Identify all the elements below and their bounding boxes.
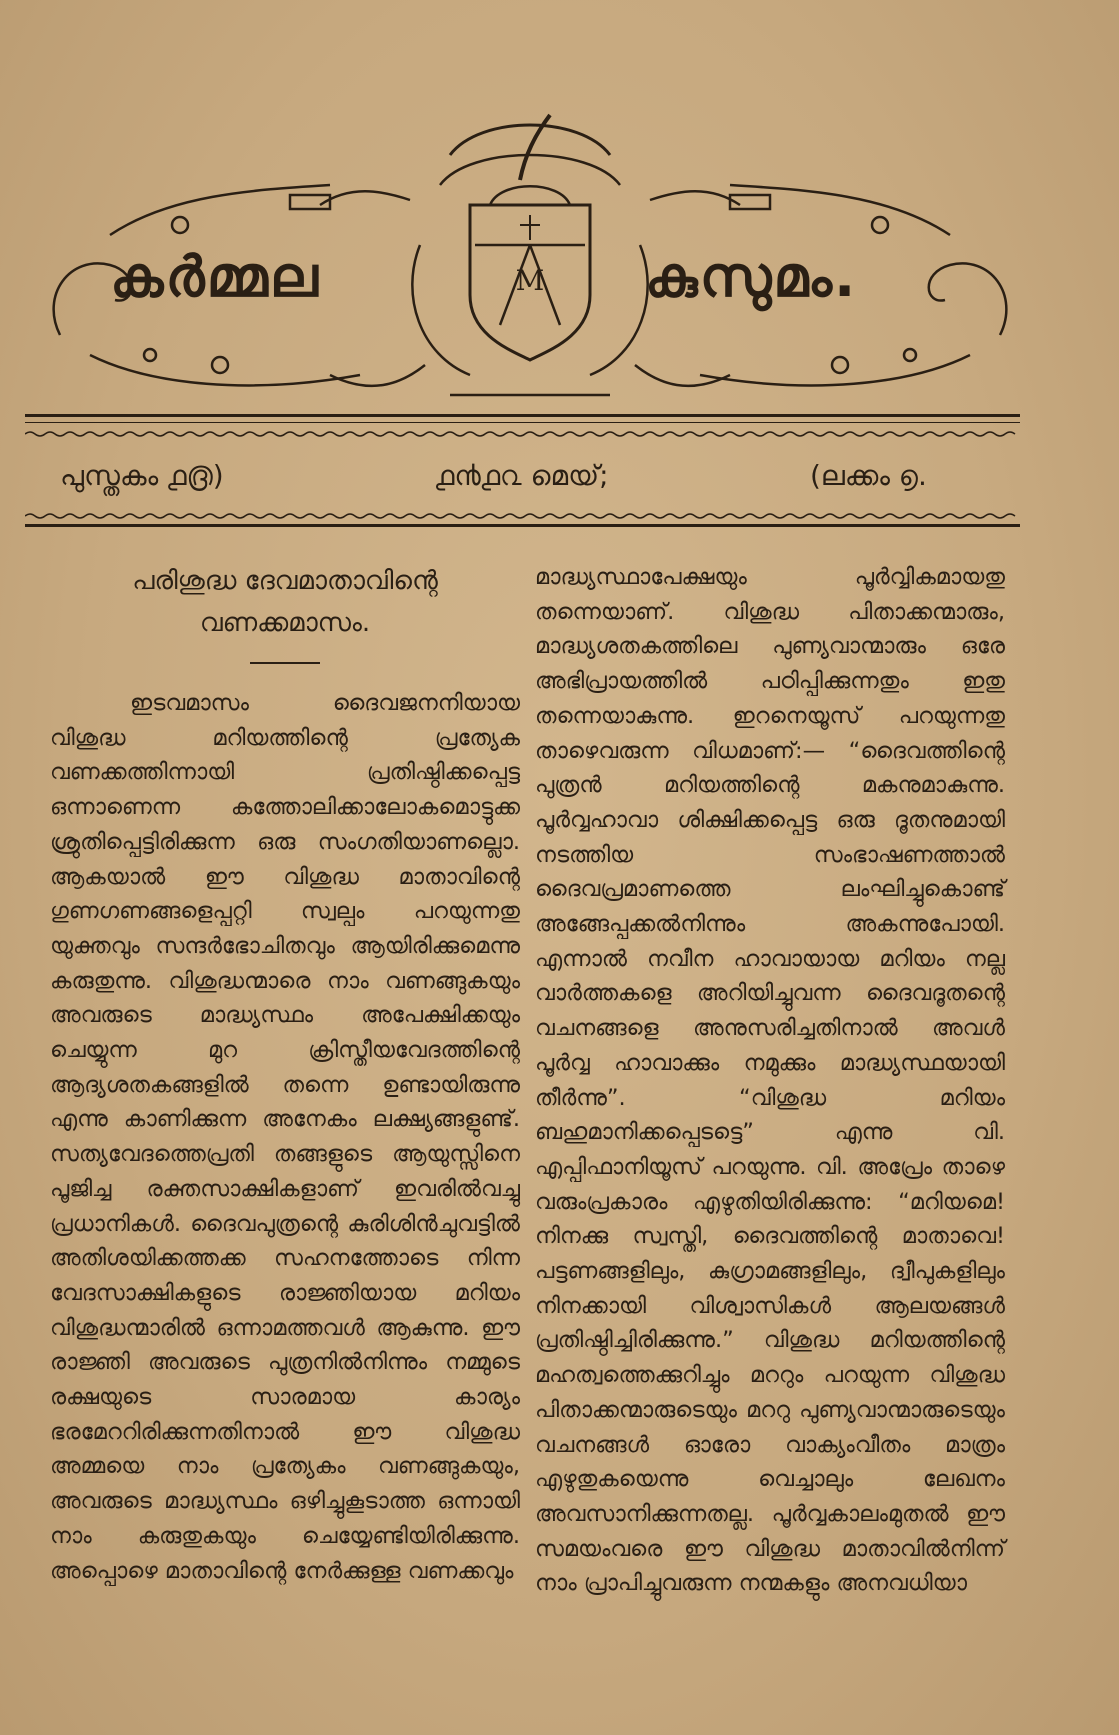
article-column-left — [50, 560, 520, 1588]
article-body-left: ഇടവമാസം ദൈവജനനിയായ വിശുദ്ധ മറിയത്തിന്റെ പ്രത്യേക വണക്കത്തിന്നായി പ്രതിഷ്ഠിക്കപ്പെട്ട ഒന്നാണെന്ന കത്തോലിക്കാലോകമൊട്ടുക്ക ശ്രുതിപ്പെട്ടിരിക്കുന്ന ഒരു സംഗതിയാണല്ലൊ. ആകയാൽ ഈ വിശുദ്ധ മാതാവിന്റെ ഗുണഗണങ്ങളെപ്പറ്റി സ്വല്പം പറയുന്നതു യുക്തവും സന്ദർഭോചിതവും ആയിരിക്കുമെന്നു കരുതുന്നു. വിശുദ്ധന്മാരെ നാം വണങ്ങുകയും അവരുടെ മാദ്ധ്യസ്ഥം അപേക്ഷിക്കയും ചെയ്യുന്ന മുറ ക്രിസ്തീയവേദത്തിന്റെ ആദ്യശതകങ്ങളിൽ തന്നെ ഉണ്ടായിരുന്നു എന്നു കാണിക്കുന്ന അനേകം ലക്ഷ്യങ്ങളുണ്ട്. സത്യവേദത്തെപ്രതി തങ്ങളുടെ ആയുസ്സിനെ പൂജിച്ച രക്തസാക്ഷികളാണ് ഇവരിൽവച്ചു പ്രധാനികൾ. ദൈവപുത്രന്റെ കുരിശിൻചുവട്ടിൽ അതിശയിക്കത്തക്ക സഹനത്തോടെ നിന്ന വേദസാക്ഷികളുടെ രാജ്ഞിയായ മറിയം വിശുദ്ധന്മാരിൽ ഒന്നാമത്തവൾ ആകുന്നു. ഈ രാജ്ഞി അവരുടെ പുത്രനിൽനിന്നും നമ്മുടെ രക്ഷയുടെ സാരമായ കാര്യം ഭരമേററിരിക്കുന്നതിനാൽ ഈ വിശുദ്ധ അമ്മയെ നാം പ്രത്യേകം വണങ്ങുകയും, അവരുടെ മാദ്ധ്യസ്ഥം ഒഴിച്ചുകൂടാത്ത ഒന്നായി നാം കരുതുകയും ചെയ്യേണ്ടിയിരിക്കുന്നു. അപ്പൊഴെ മാതാവിന്റെ നേർക്കുള്ള വണക്കവും — [50, 690, 520, 1584]
article-heading-line2: വണക്കമാസം. — [199, 608, 371, 638]
masthead — [30, 95, 1030, 415]
issue-date: ൧൯൧൨ മെയ്; — [435, 459, 609, 492]
heading-divider — [250, 662, 320, 664]
article-heading — [50, 560, 520, 644]
masthead-title-left: കർമ്മല — [110, 245, 320, 310]
issue-number: (ലക്കം ൭. — [810, 459, 927, 492]
article-column-right — [535, 560, 1005, 1601]
top-rule-thick — [25, 414, 1020, 417]
article-heading-line1: പരിശുദ്ധ ദേവമാതാവിന്റെ — [132, 566, 438, 596]
bottom-wavy-rule — [25, 512, 1020, 520]
article-body-right: മാദ്ധ്യസ്ഥാപേക്ഷയും പൂർവ്വികമായതു തന്നെയാണ്. വിശുദ്ധ പിതാക്കന്മാരും, മാദ്ധ്യശതകത്തിലെ പുണ്യവാന്മാരും ഒരേ അഭിപ്രായത്തിൽ പഠിപ്പിക്കുന്നതും ഇതു തന്നെയാകുന്നു. ഇറനെയൂസ് പറയുന്നതു താഴെവരുന്ന വിധമാണ്:— “ദൈവത്തിന്റെ പുത്രൻ മറിയത്തിന്റെ മകനുമാകുന്നു. പൂർവ്വഹാവാ ശിക്ഷിക്കപ്പെട്ട ഒരു ദൂതനുമായി നടത്തിയ സംഭാഷണത്താൽ ദൈവപ്രമാണത്തെ ലംഘിച്ചുകൊണ്ട് അങ്ങേപ്പക്കൽനിന്നും അകന്നുപോയി. എന്നാൽ നവീന ഹാവായായ മറിയം നല്ല വാർത്തകളെ അറിയിച്ചുവന്ന ദൈവദൂതന്റെ വചനങ്ങളെ അനുസരിച്ചതിനാൽ അവൾ പൂർവ്വ ഹാവാക്കും നമുക്കും മാദ്ധ്യസ്ഥയായി തീർന്നു”. “വിശുദ്ധ മറിയം ബഹുമാനിക്കപ്പെടട്ടെ” എന്നു വി. എപ്പിഫാനിയൂസ് പറയുന്നു. വി. അപ്രേം താഴെ വരുംപ്രകാരം എഴുതിയിരിക്കുന്നു: “മറിയമെ! നിനക്കു സ്വസ്തി, ദൈവത്തിന്റെ മാതാവെ! പട്ടണങ്ങളിലും, കുഗ്രാമങ്ങളിലും, ദ്വീപുകളിലും നിനക്കായി വിശ്വാസികൾ ആലയങ്ങൾ പ്രതിഷ്ഠിച്ചിരിക്കുന്നു.” വിശുദ്ധ മറിയത്തിന്റെ മഹത്വത്തെക്കുറിച്ചും മററും പറയുന്ന വിശുദ്ധ പിതാക്കന്മാരുടെയും മററു പുണ്യവാന്മാരുടെയും വചനങ്ങൾ ഓരോ വാക്യംവീതം മാത്രം എഴുതുകയെന്നു വെച്ചാലും ലേഖനം അവസാനിക്കുന്നതല്ല. പൂർവ്വകാലംമുതൽ ഈ സമയംവരെ ഈ വിശുദ്ധ മാതാവിൽനിന്ന് നാം പ്രാപിച്ചുവരുന്ന നന്മകളും അനവധിയാ — [535, 564, 1005, 1597]
masthead-title-right: കുസുമം. — [645, 245, 858, 310]
top-rule-thin — [25, 422, 1020, 423]
volume-label: പുസ്തകം ൧൫) — [60, 459, 224, 492]
bottom-rule-thick — [25, 524, 1020, 527]
top-wavy-rule — [25, 430, 1020, 438]
svg-text:M: M — [515, 264, 545, 297]
issue-info-row — [25, 455, 1020, 505]
